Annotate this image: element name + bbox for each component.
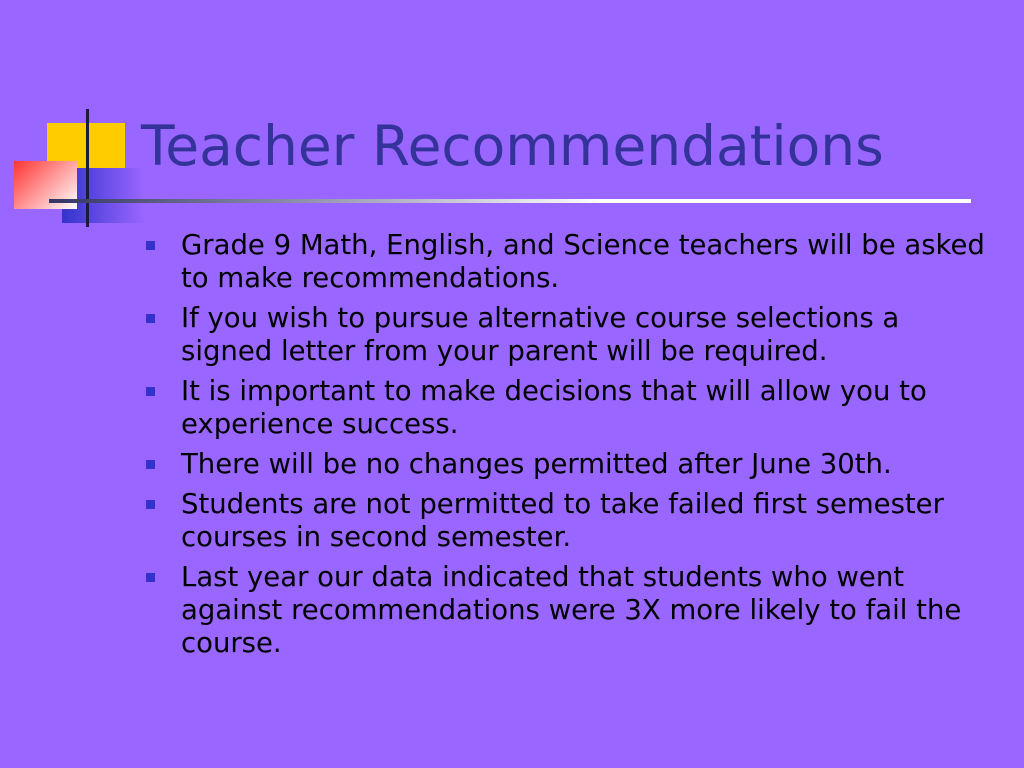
square-bullet-icon — [146, 241, 155, 250]
title-underline-rule — [49, 199, 971, 203]
square-bullet-icon — [146, 387, 155, 396]
square-bullet-icon — [146, 500, 155, 509]
bullet-text: Students are not permitted to take failed first semester courses in second semester. — [181, 488, 944, 553]
bullet-item — [144, 375, 990, 441]
bullet-item — [144, 561, 990, 660]
bullet-text: Last year our data indicated that students who went against recommendations were 3X more likely to fail the course. — [181, 561, 962, 659]
bullet-text: There will be no changes permitted after June 30th. — [181, 448, 892, 480]
bullet-text: Grade 9 Math, English, and Science teachers will be asked to make recommendations. — [181, 229, 985, 294]
vertical-rule-decoration — [86, 109, 89, 227]
bullet-item — [144, 448, 990, 481]
square-bullet-icon — [146, 460, 155, 469]
bullet-text: It is important to make decisions that will allow you to experience success. — [181, 375, 927, 440]
square-bullet-icon — [146, 573, 155, 582]
bullet-list — [144, 229, 990, 667]
square-bullet-icon — [146, 314, 155, 323]
bullet-item — [144, 229, 990, 295]
bullet-item — [144, 488, 990, 554]
slide-title: Teacher Recommendations — [141, 114, 884, 178]
bullet-item — [144, 302, 990, 368]
bullet-text: If you wish to pursue alternative course selections a signed letter from your parent will be required. — [181, 302, 900, 367]
